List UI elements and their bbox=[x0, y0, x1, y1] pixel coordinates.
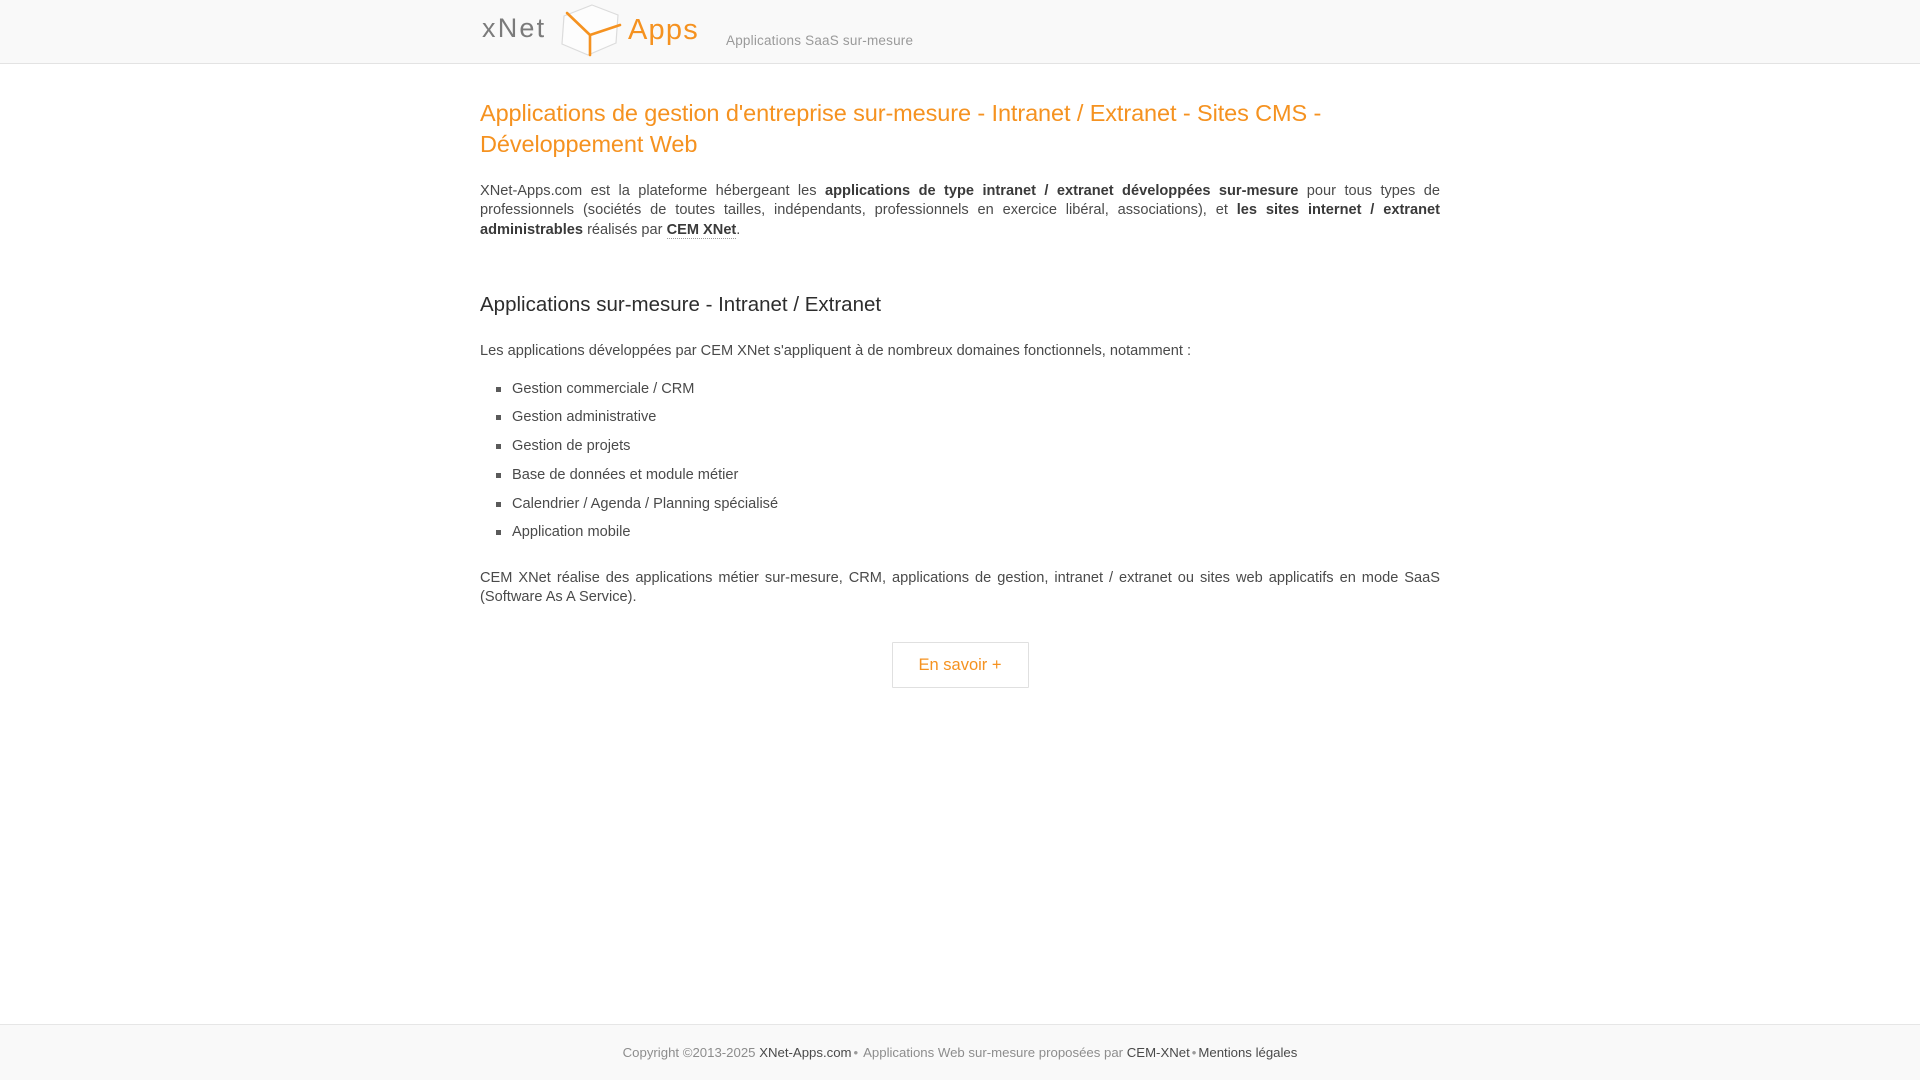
footer-copyright: Copyright ©2013-2025 bbox=[622, 1045, 760, 1060]
feature-list bbox=[480, 380, 1440, 553]
outro-paragraph: CEM XNet réalise des applications métier sur-mesure, CRM, applications de gestion, intranet / extranet ou sites web applicatifs en mode SaaS (Software As A Service). bbox=[480, 570, 1440, 606]
site-header bbox=[0, 0, 1920, 64]
footer-text bbox=[623, 1045, 1298, 1060]
list-item: Gestion de projets bbox=[512, 437, 1440, 466]
footer-legal-link[interactable]: Mentions légales bbox=[1198, 1045, 1298, 1060]
section-title: Applications sur-mesure - Intranet / Extranet bbox=[480, 292, 882, 316]
svg-text:Apps: Apps bbox=[628, 13, 699, 46]
intro-text-4: . bbox=[736, 221, 741, 238]
list-item: Calendrier / Agenda / Planning spécialisé bbox=[512, 495, 1440, 524]
intro-paragraph bbox=[480, 182, 1440, 240]
content-container bbox=[480, 64, 1440, 688]
intro-bold-2: les sites internet / extranet administrables bbox=[480, 202, 1440, 238]
en-savoir-plus-button[interactable]: En savoir + bbox=[892, 642, 1029, 688]
lead-paragraph: Les applications développées par CEM XNet s'appliquent à de nombreux domaines fonctionnels, notamment : bbox=[480, 343, 1192, 360]
brand-logo-link[interactable] bbox=[480, 0, 708, 64]
footer-bullet-1: • bbox=[853, 1045, 859, 1060]
footer-bullet-2: • bbox=[1191, 1045, 1197, 1060]
svg-text:xNet: xNet bbox=[482, 12, 547, 43]
intro-text-2: pour tous types de professionnels (sociétés de toutes tailles, indépendants, professionnels en exercice libéral, associations), et bbox=[480, 183, 1440, 219]
footer-company-link[interactable]: CEM-XNet bbox=[1126, 1045, 1190, 1060]
cta-wrapper bbox=[480, 642, 1440, 688]
list-item: Base de données et module métier bbox=[512, 466, 1440, 495]
page-title: Applications de gestion d'entreprise sur-mesure - Intranet / Extranet - Sites CMS - Développement Web bbox=[480, 100, 1322, 158]
header-inner bbox=[480, 0, 1440, 64]
footer-site-link[interactable]: XNet-Apps.com bbox=[759, 1045, 852, 1060]
list-item: Gestion administrative bbox=[512, 408, 1440, 437]
footer-middle-text: Applications Web sur-mesure proposées par bbox=[860, 1045, 1127, 1060]
intro-text-3: réalisés par bbox=[583, 221, 667, 238]
xnet-cube-logo bbox=[480, 1, 708, 63]
list-item: Application mobile bbox=[512, 523, 1440, 552]
header-tagline: Applications SaaS sur-mesure bbox=[726, 33, 914, 48]
intro-text-1: XNet-Apps.com est la plateforme hébergeant les bbox=[480, 183, 825, 200]
site-footer bbox=[0, 1024, 1920, 1080]
intro-bold-1: applications de type intranet / extranet développées sur-mesure bbox=[825, 183, 1299, 200]
main-content bbox=[0, 64, 1920, 1024]
list-item: Gestion commerciale / CRM bbox=[512, 380, 1440, 409]
cem-xnet-link[interactable]: CEM XNet bbox=[666, 221, 737, 238]
